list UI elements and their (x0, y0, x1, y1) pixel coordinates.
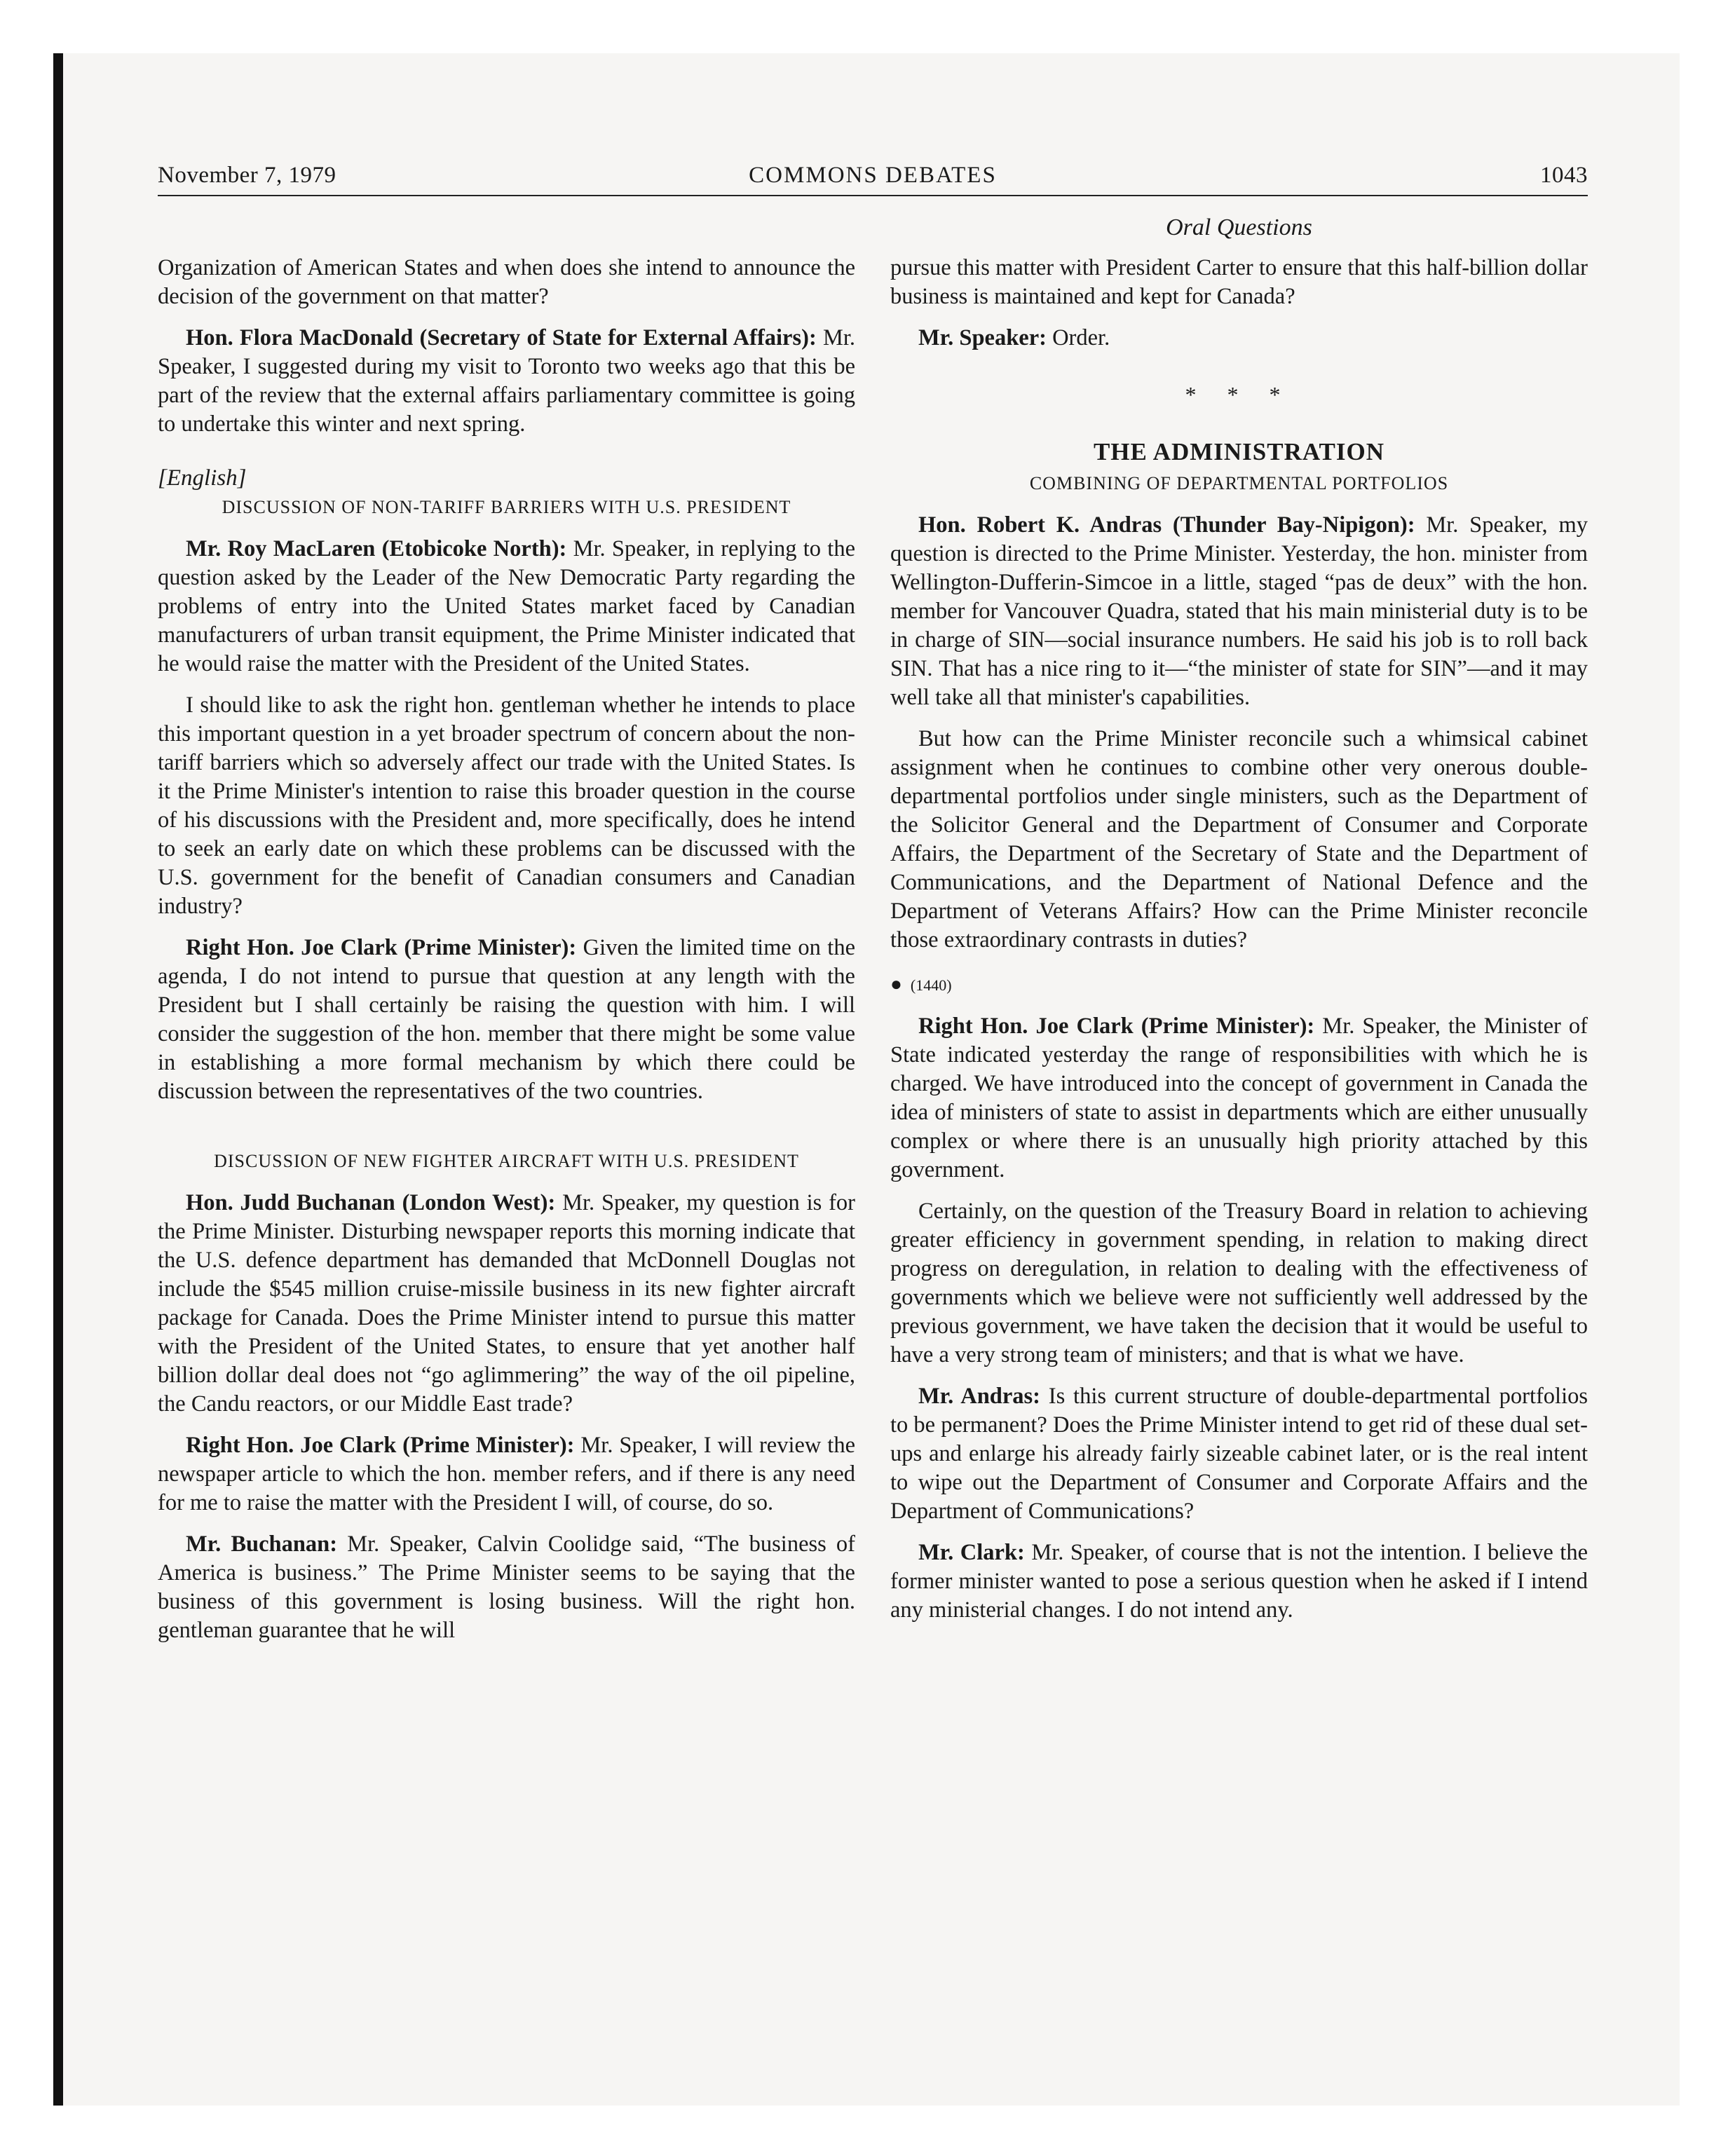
speech-text: Mr. Speaker, I will review the newspaper article to which the hon. member refers, and if there is any need for me to raise the matter with the President I will, of course, do so. (158, 1433, 855, 1515)
header-title: COMMONS DEBATES (749, 163, 997, 188)
speech-text: Mr. Speaker, the Minister of State indicated yesterday the range of responsibilities with which he is charged. We have introduced into the concept of government in Canada the idea of ministers of state to assist in departments which are either unusually complex or where there is an unusually high priority attached by this government. (890, 1014, 1588, 1182)
speaker-name: Hon. Robert K. Andras (Thunder Bay-Nipigon): (918, 512, 1415, 538)
speaker-name: Hon. Flora MacDonald (Secretary of State for External Affairs): (186, 325, 817, 350)
speaker-name: Mr. Buchanan: (186, 1531, 338, 1557)
speech (890, 324, 1588, 353)
speech (890, 1382, 1588, 1526)
speaker-name: Right Hon. Joe Clark (Prime Minister): (186, 1433, 575, 1458)
paragraph: pursue this matter with President Carter to ensure that this half-billion dollar business is maintained and kept for Canada? (890, 255, 1588, 309)
paragraph: But how can the Prime Minister reconcile such a whimsical cabinet assignment when he continues to combine other very onerous double-departmental portfolios under single ministers, such as the Department of the Solicitor General and the Department of Consumer and Corporate Affairs, the Department of the Secretary of State and the Department of Communications, and the Department of National Defence and the Department of Veterans Affairs? How can the Prime Minister reconcile those extraordinary contrasts in duties? (890, 726, 1588, 953)
speech (158, 1530, 855, 1645)
speech (158, 1189, 855, 1419)
speaker-name: Mr. Clark: (918, 1540, 1025, 1565)
paragraph: Certainly, on the question of the Treasury Board in relation to achieving greater efficiency in government spending, in relation to making direct progress on deregulation, in relation to dealing with the effectiveness of governments which we believe were not sufficiently well addressed by the previous government, we have taken the decision that it would be useful to have a very strong team of ministers; and that is what we have. (890, 1199, 1588, 1367)
running-head: Oral Questions (1166, 214, 1312, 240)
page-spine-edge (53, 53, 63, 2106)
speaker-name: Mr. Roy MacLaren (Etobicoke North): (186, 536, 567, 561)
subheading: COMBINING OF DEPARTMENTAL PORTFOLIOS (1029, 473, 1449, 493)
speech-text: Is this current structure of double-departmental portfolios to be permanent? Does the Prime Minister intend to get rid of these dual set-ups and enlarge his already fairly sizeable cabinet later, or is the real intent to wipe out the Department of Consumer and Corporate Affairs and the Department of Communications? (890, 1384, 1588, 1524)
header-page-number: 1043 (1540, 163, 1588, 188)
speech-text: Mr. Speaker, my question is for the Prime Minister. Disturbing newspaper reports this morning indicate that the U.S. defence department has demanded that McDonnell Douglas not include the $545 million cruise-missile business in its new fighter aircraft package for Canada. Does the Prime Minister intend to pursue this matter with the President of the United States, to ensure that yet another half billion dollar deal does not “go aglimmering” the way of the oil pipeline, the Candu reactors, or our Middle East trade? (158, 1190, 855, 1417)
time-marker (890, 970, 1588, 999)
speech (890, 1538, 1588, 1625)
speech (158, 535, 855, 678)
speech-text: Mr. Speaker, my question is directed to the Prime Minister. Yesterday, the hon. minister from Wellington-Dufferin-Simcoe in a little, staged “pas de deux” with the hon. member for Vancouver Quadra, stated that his main ministerial duty is to be in charge of SIN—social insurance numbers. He said his job is to roll back SIN. That has a nice ring to it—“the minister of state for SIN”—and it may well take all that minister's capabilities. (890, 512, 1588, 710)
paragraph: Organization of American States and when does she intend to announce the decision of the government on that matter? (158, 255, 855, 309)
page-header (158, 163, 1588, 198)
subheading: DISCUSSION OF NEW FIGHTER AIRCRAFT WITH U.S. PRESIDENT (214, 1151, 799, 1171)
right-column (890, 254, 1588, 1637)
speech-text: Mr. Speaker, Calvin Coolidge said, “The business of America is business.” The Prime Minister seems to be saying that the business of this government is losing business. Will the right hon. gentleman guarantee that he will (158, 1531, 855, 1643)
subheading: DISCUSSION OF NON-TARIFF BARRIERS WITH U.S. PRESIDENT (222, 497, 791, 517)
speaker-name: Mr. Andras: (918, 1384, 1040, 1409)
time-stamp: (1440) (910, 976, 952, 994)
paragraph: I should like to ask the right hon. gentleman whether he intends to place this important question in a yet broader spectrum of concern about the non-tariff barriers which so adversely affect our trade with the United States. Is it the Prime Minister's intention to raise this broader question in the course of his discussions with the President and, more specifically, does he intend to seek an early date on which these problems can be discussed with the U.S. government for the benefit of Canadian consumers and Canadian industry? (158, 692, 855, 919)
speaker-name: Hon. Judd Buchanan (London West): (186, 1190, 556, 1215)
header-date: November 7, 1979 (158, 163, 336, 188)
section-divider-stars: * * * (1185, 382, 1293, 407)
speech-text: Given the limited time on the agenda, I do not intend to pursue that question at any length with the President but I shall certainly be raising the question with him. I will consider the suggestion of the hon. member that there might be some value in establishing a more formal mechanism by which there could be discussion between the representatives of the two countries. (158, 935, 855, 1104)
section-heading: THE ADMINISTRATION (1093, 438, 1385, 465)
speech-text: Mr. Speaker, in replying to the question asked by the Leader of the New Democratic Party regarding the problems of entry into the United States market faced by Canadian manufacturers of urban transit equipment, the Prime Minister indicated that he would raise the matter with the President of the United States. (158, 536, 855, 676)
speech-text: Mr. Speaker, I suggested during my visit to Toronto two weeks ago that this be part of the review that the external affairs parliamentary committee is going to undertake this winter and next spring. (158, 325, 855, 437)
language-marker: [English] (158, 465, 247, 491)
speaker-name: Right Hon. Joe Clark (Prime Minister): (186, 935, 577, 960)
speaker-name: Mr. Speaker: (918, 325, 1047, 350)
speech-text: Mr. Speaker, of course that is not the intention. I believe the former minister wanted to pose a serious question when he asked if I intend any ministerial changes. I do not intend any. (890, 1540, 1588, 1623)
speech (158, 934, 855, 1106)
speech (158, 1431, 855, 1517)
speech (890, 511, 1588, 712)
speaker-name: Right Hon. Joe Clark (Prime Minister): (918, 1014, 1315, 1039)
bullet-icon: ● (890, 974, 902, 995)
speech (890, 1012, 1588, 1185)
header-rule (158, 195, 1588, 196)
speech-text: Order. (1046, 325, 1110, 350)
left-column (158, 254, 855, 1658)
speech (158, 324, 855, 439)
